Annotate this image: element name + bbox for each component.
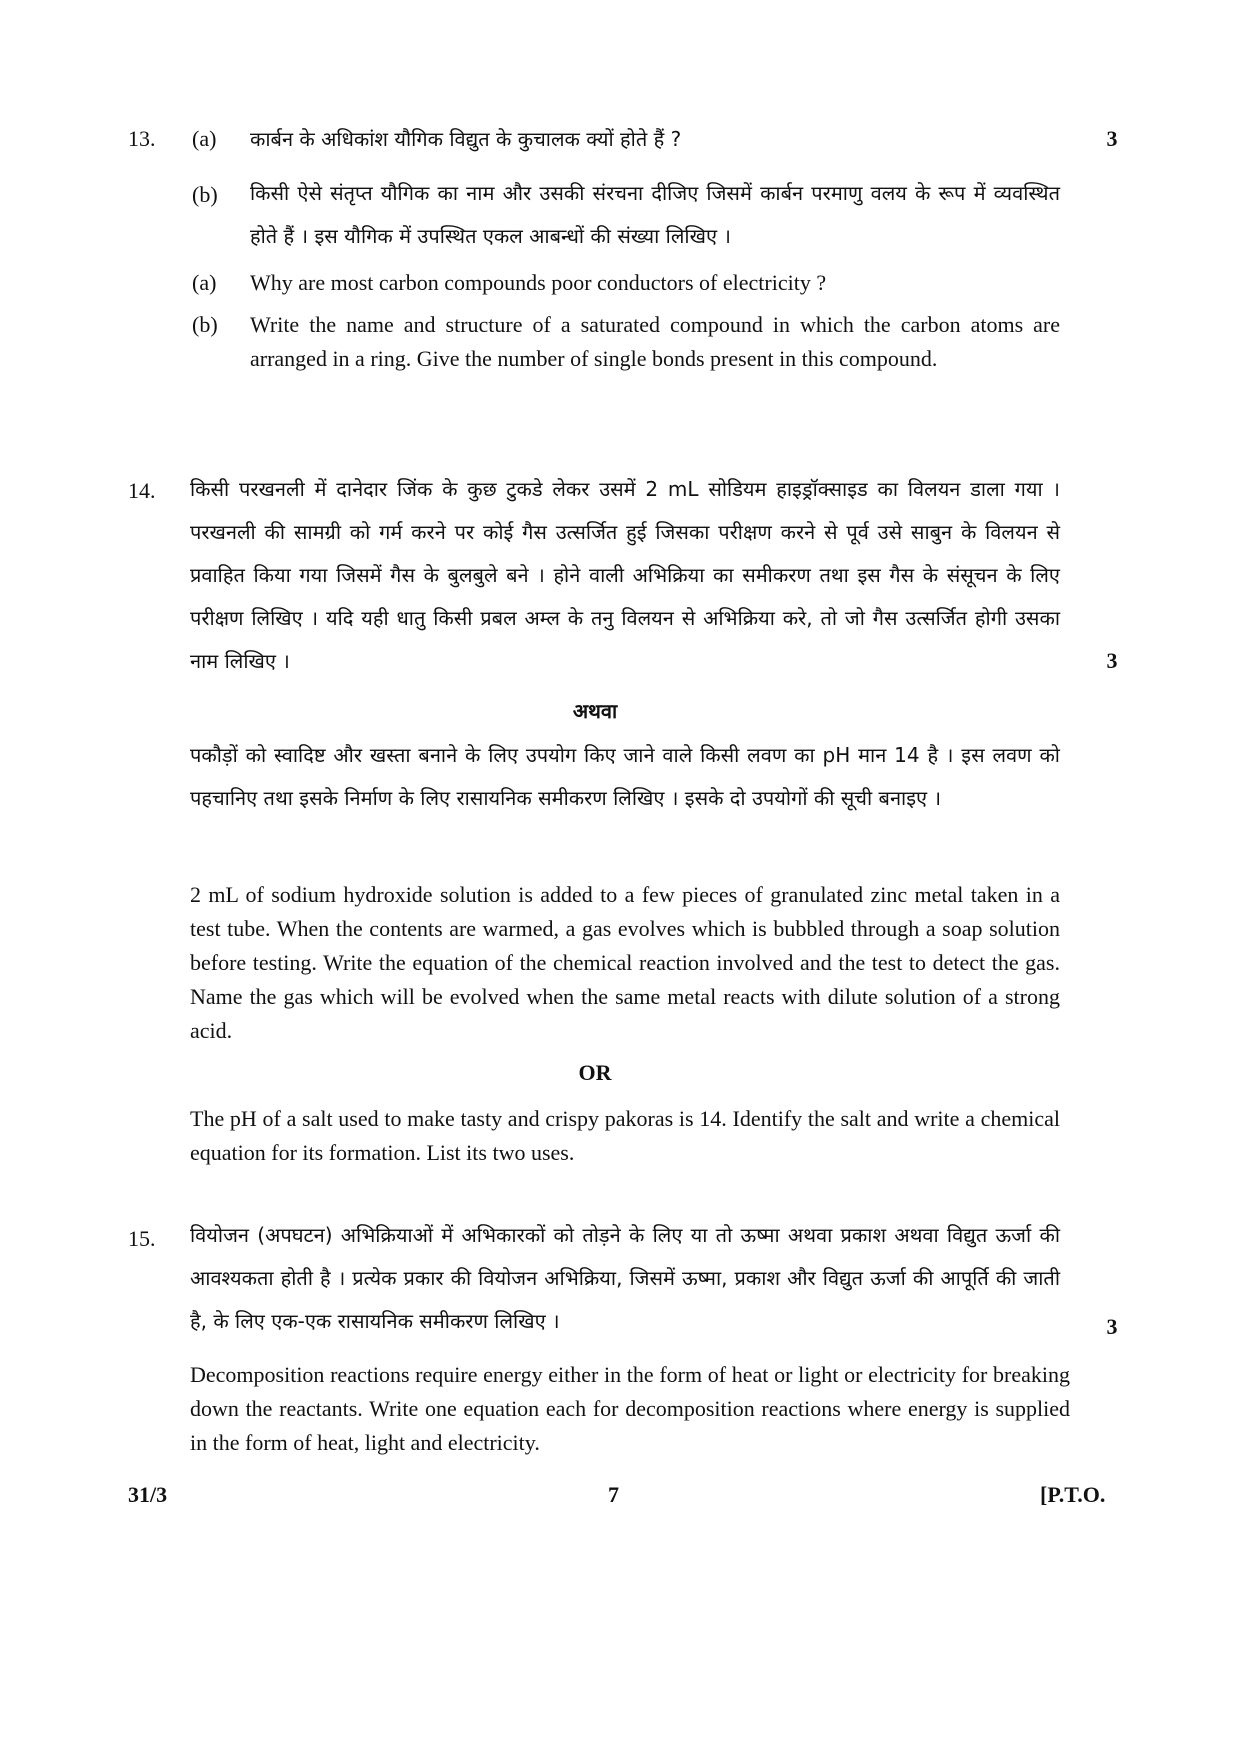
q13-en-a-label: (a) [192, 270, 217, 295]
q13-en-b-text: Write the name and structure of a saturated compound in which the carbon atoms are arranged in a ring. Give the number of single bonds present in this compound. [250, 312, 1060, 371]
page-number: 7 [608, 1482, 619, 1507]
question-13-number: 13. [128, 126, 156, 151]
q13-en-b-label: (b) [192, 312, 218, 337]
q15-marks: 3 [1106, 1314, 1118, 1339]
paper-code: 31/3 [128, 1482, 168, 1507]
q13-en-a-text: Why are most carbon compounds poor conductors of electricity ? [250, 270, 827, 295]
q13-hi-a-label: (a) [192, 126, 217, 151]
q15-hi-text: वियोजन (अपघटन) अभिक्रियाओं में अभिकारकों को तोड़ने के लिए या तो ऊष्मा अथवा प्रकाश अथवा विद्युत ऊर्जा की आवश्यकता होती है । प्रत्येक प्रकार की वियोजन अभिक्रिया, जिसमें ऊष्मा, प्रकाश और विद्युत ऊर्जा की आपूर्ति की जाती है, के लिए एक-एक रासायनिक समीकरण लिखिए । [190, 1223, 1060, 1333]
q13-hi-b-label: (b) [192, 182, 218, 207]
q13-hi-b-text: किसी ऐसे संतृप्त यौगिक का नाम और उसकी संरचना दीजिए जिसमें कार्बन परमाणु वलय के रूप में व्यवस्थित होते हैं । इस यौगिक में उपस्थित एकल आबन्धों की संख्या लिखिए । [250, 181, 1060, 248]
question-15-number: 15. [128, 1226, 156, 1251]
q14-hi-main-text: किसी परखनली में दानेदार जिंक के कुछ टुकडे लेकर उसमें 2 mL सोडियम हाइड्रॉक्साइड का विलयन डाला गया । परखनली की सामग्री को गर्म करने पर कोई गैस उत्सर्जित हुई जिसका परीक्षण करने से पूर्व उसे साबुन के विलयन से प्रवाहित किया गया जिसमें गैस के बुलबुले बने । होने वाली अभिक्रिया का समीकरण तथा इस गैस के संसूचन के लिए परीक्षण लिखिए । यदि यही धातु किसी प्रबल अम्ल के तनु विलयन से अभिक्रिया करे, तो जो गैस उत्सर्जित होगी उसका नाम लिखिए । [190, 477, 1060, 673]
please-turn-over: [P.T.O. [1040, 1482, 1106, 1507]
q13-marks: 3 [1106, 126, 1118, 151]
q14-or-hindi: अथवा [572, 699, 618, 723]
question-14-number: 14. [128, 478, 156, 503]
q14-en-alt-text: The pH of a salt used to make tasty and crispy pakoras is 14. Identify the salt and write a chemical equation for its formation. List its two uses. [190, 1106, 1060, 1165]
q14-marks: 3 [1106, 648, 1118, 673]
q13-hi-a-text: कार्बन के अधिकांश यौगिक विद्युत के कुचालक क्यों होते हैं ? [250, 127, 682, 151]
q14-or-english: OR [578, 1060, 612, 1085]
q14-hi-alt-text: पकौड़ों को स्वादिष्ट और खस्ता बनाने के लिए उपयोग किए जाने वाले किसी लवण का pH मान 14 है । इस लवण को पहचानिए तथा इसके निर्माण के लिए रासायनिक समीकरण लिखिए । इसके दो उपयोगों की सूची बनाइए । [190, 743, 1060, 810]
q15-en-text: Decomposition reactions require energy either in the form of heat or light or electricity for breaking down the reactants. Write one equation each for decomposition reactions where energy is supplied in the form of heat, light and electricity. [190, 1362, 1070, 1455]
q14-en-main-text: 2 mL of sodium hydroxide solution is added to a few pieces of granulated zinc metal taken in a test tube. When the contents are warmed, a gas evolves which is bubbled through a soap solution before testing. Write the equation of the chemical reaction involved and the test to detect the gas. Name the gas which will be evolved when the same metal reacts with dilute solution of a strong acid. [190, 882, 1060, 1043]
